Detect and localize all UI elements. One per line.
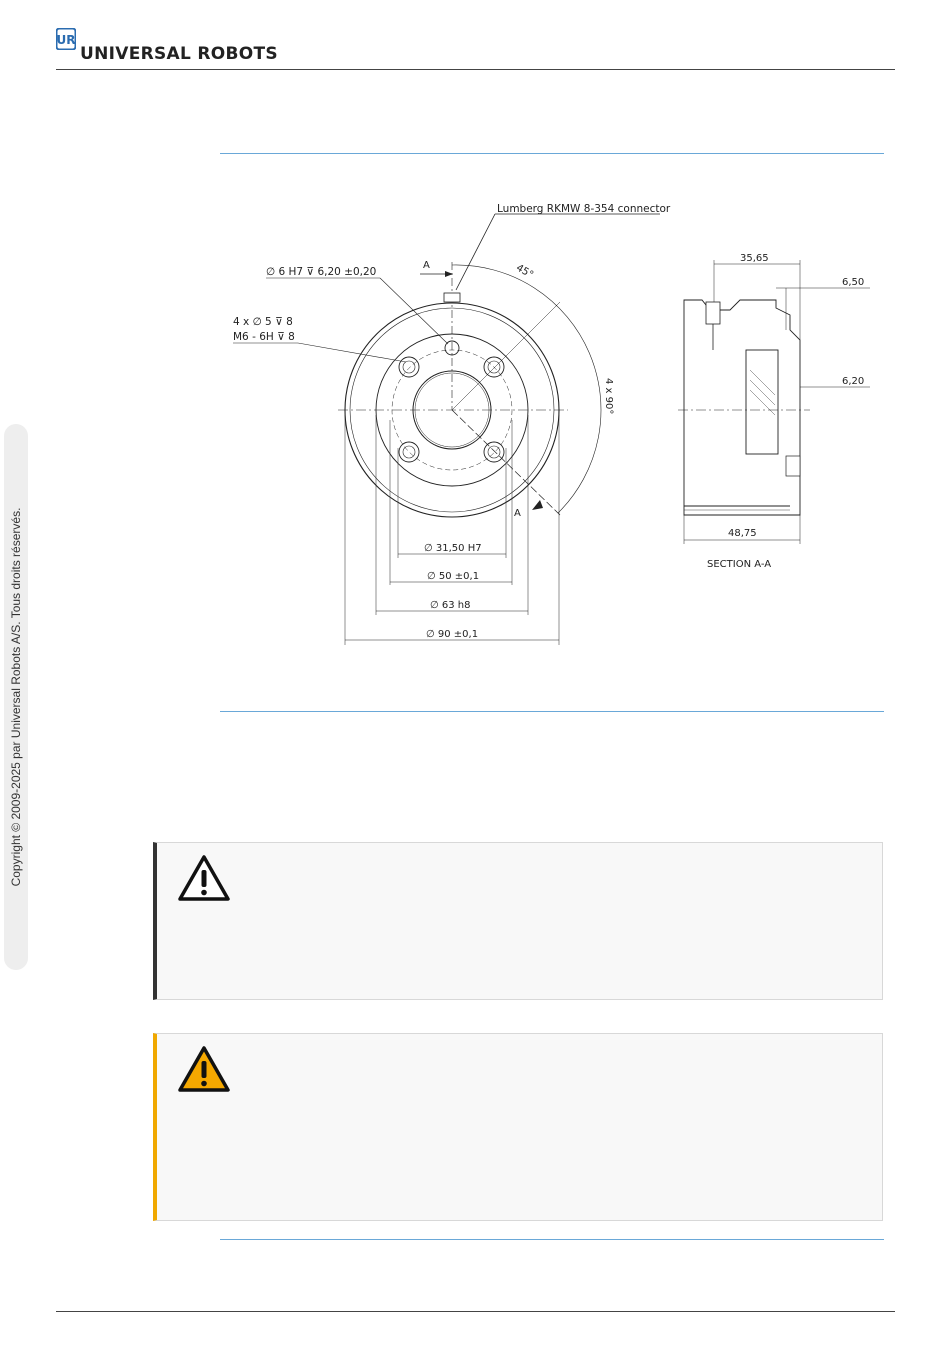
dim-6-50: 6,50 [842, 277, 865, 288]
section-title: SECTION A-A [707, 559, 772, 570]
logo-mark-text: UR [56, 33, 76, 47]
warning-triangle-icon [177, 853, 231, 903]
section-rule-middle [220, 711, 884, 712]
copyright-text: Copyright © 2009-2025 par Universal Robots A/S. Tous droits réservés. [9, 507, 23, 887]
dim-diameter-63: ∅ 63 h8 [430, 600, 471, 611]
angle-45-label: 45° [514, 262, 536, 281]
caution-triangle-icon [177, 1044, 231, 1094]
ur-logo-icon [56, 28, 76, 50]
footer-divider [56, 1311, 895, 1312]
dim-diameter-90: ∅ 90 ±0,1 [426, 629, 479, 640]
dim-35-65: 35,65 [740, 253, 769, 264]
dim-6-20: 6,20 [842, 376, 865, 387]
tool-flange-drawing [220, 190, 884, 650]
copyright-tab [4, 424, 28, 970]
header-divider [56, 69, 895, 70]
dim-diameter-50: ∅ 50 ±0,1 [427, 571, 480, 582]
warning-callout [153, 842, 883, 1000]
dim-diameter-31-50: ∅ 31,50 H7 [424, 543, 482, 554]
caution-callout [153, 1033, 883, 1221]
holes-label-1: 4 x ∅ 5 ⊽ 8 [233, 316, 293, 328]
holes-label-2: M6 - 6H ⊽ 8 [233, 331, 295, 343]
section-rule-bottom [220, 1239, 884, 1240]
section-mark-bottom: A [514, 508, 521, 519]
pin-hole-label: ∅ 6 H7 ⊽ 6,20 ±0,20 [266, 266, 377, 278]
page-header [0, 0, 950, 72]
dim-48-75: 48,75 [728, 528, 757, 539]
connector-label: Lumberg RKMW 8-354 connector [497, 203, 671, 215]
brand-name: UNIVERSAL ROBOTS [80, 44, 278, 64]
angle-4x90-label: 4 x 90° [603, 378, 614, 415]
section-mark-top: A [423, 260, 430, 271]
section-rule-top [220, 153, 884, 154]
